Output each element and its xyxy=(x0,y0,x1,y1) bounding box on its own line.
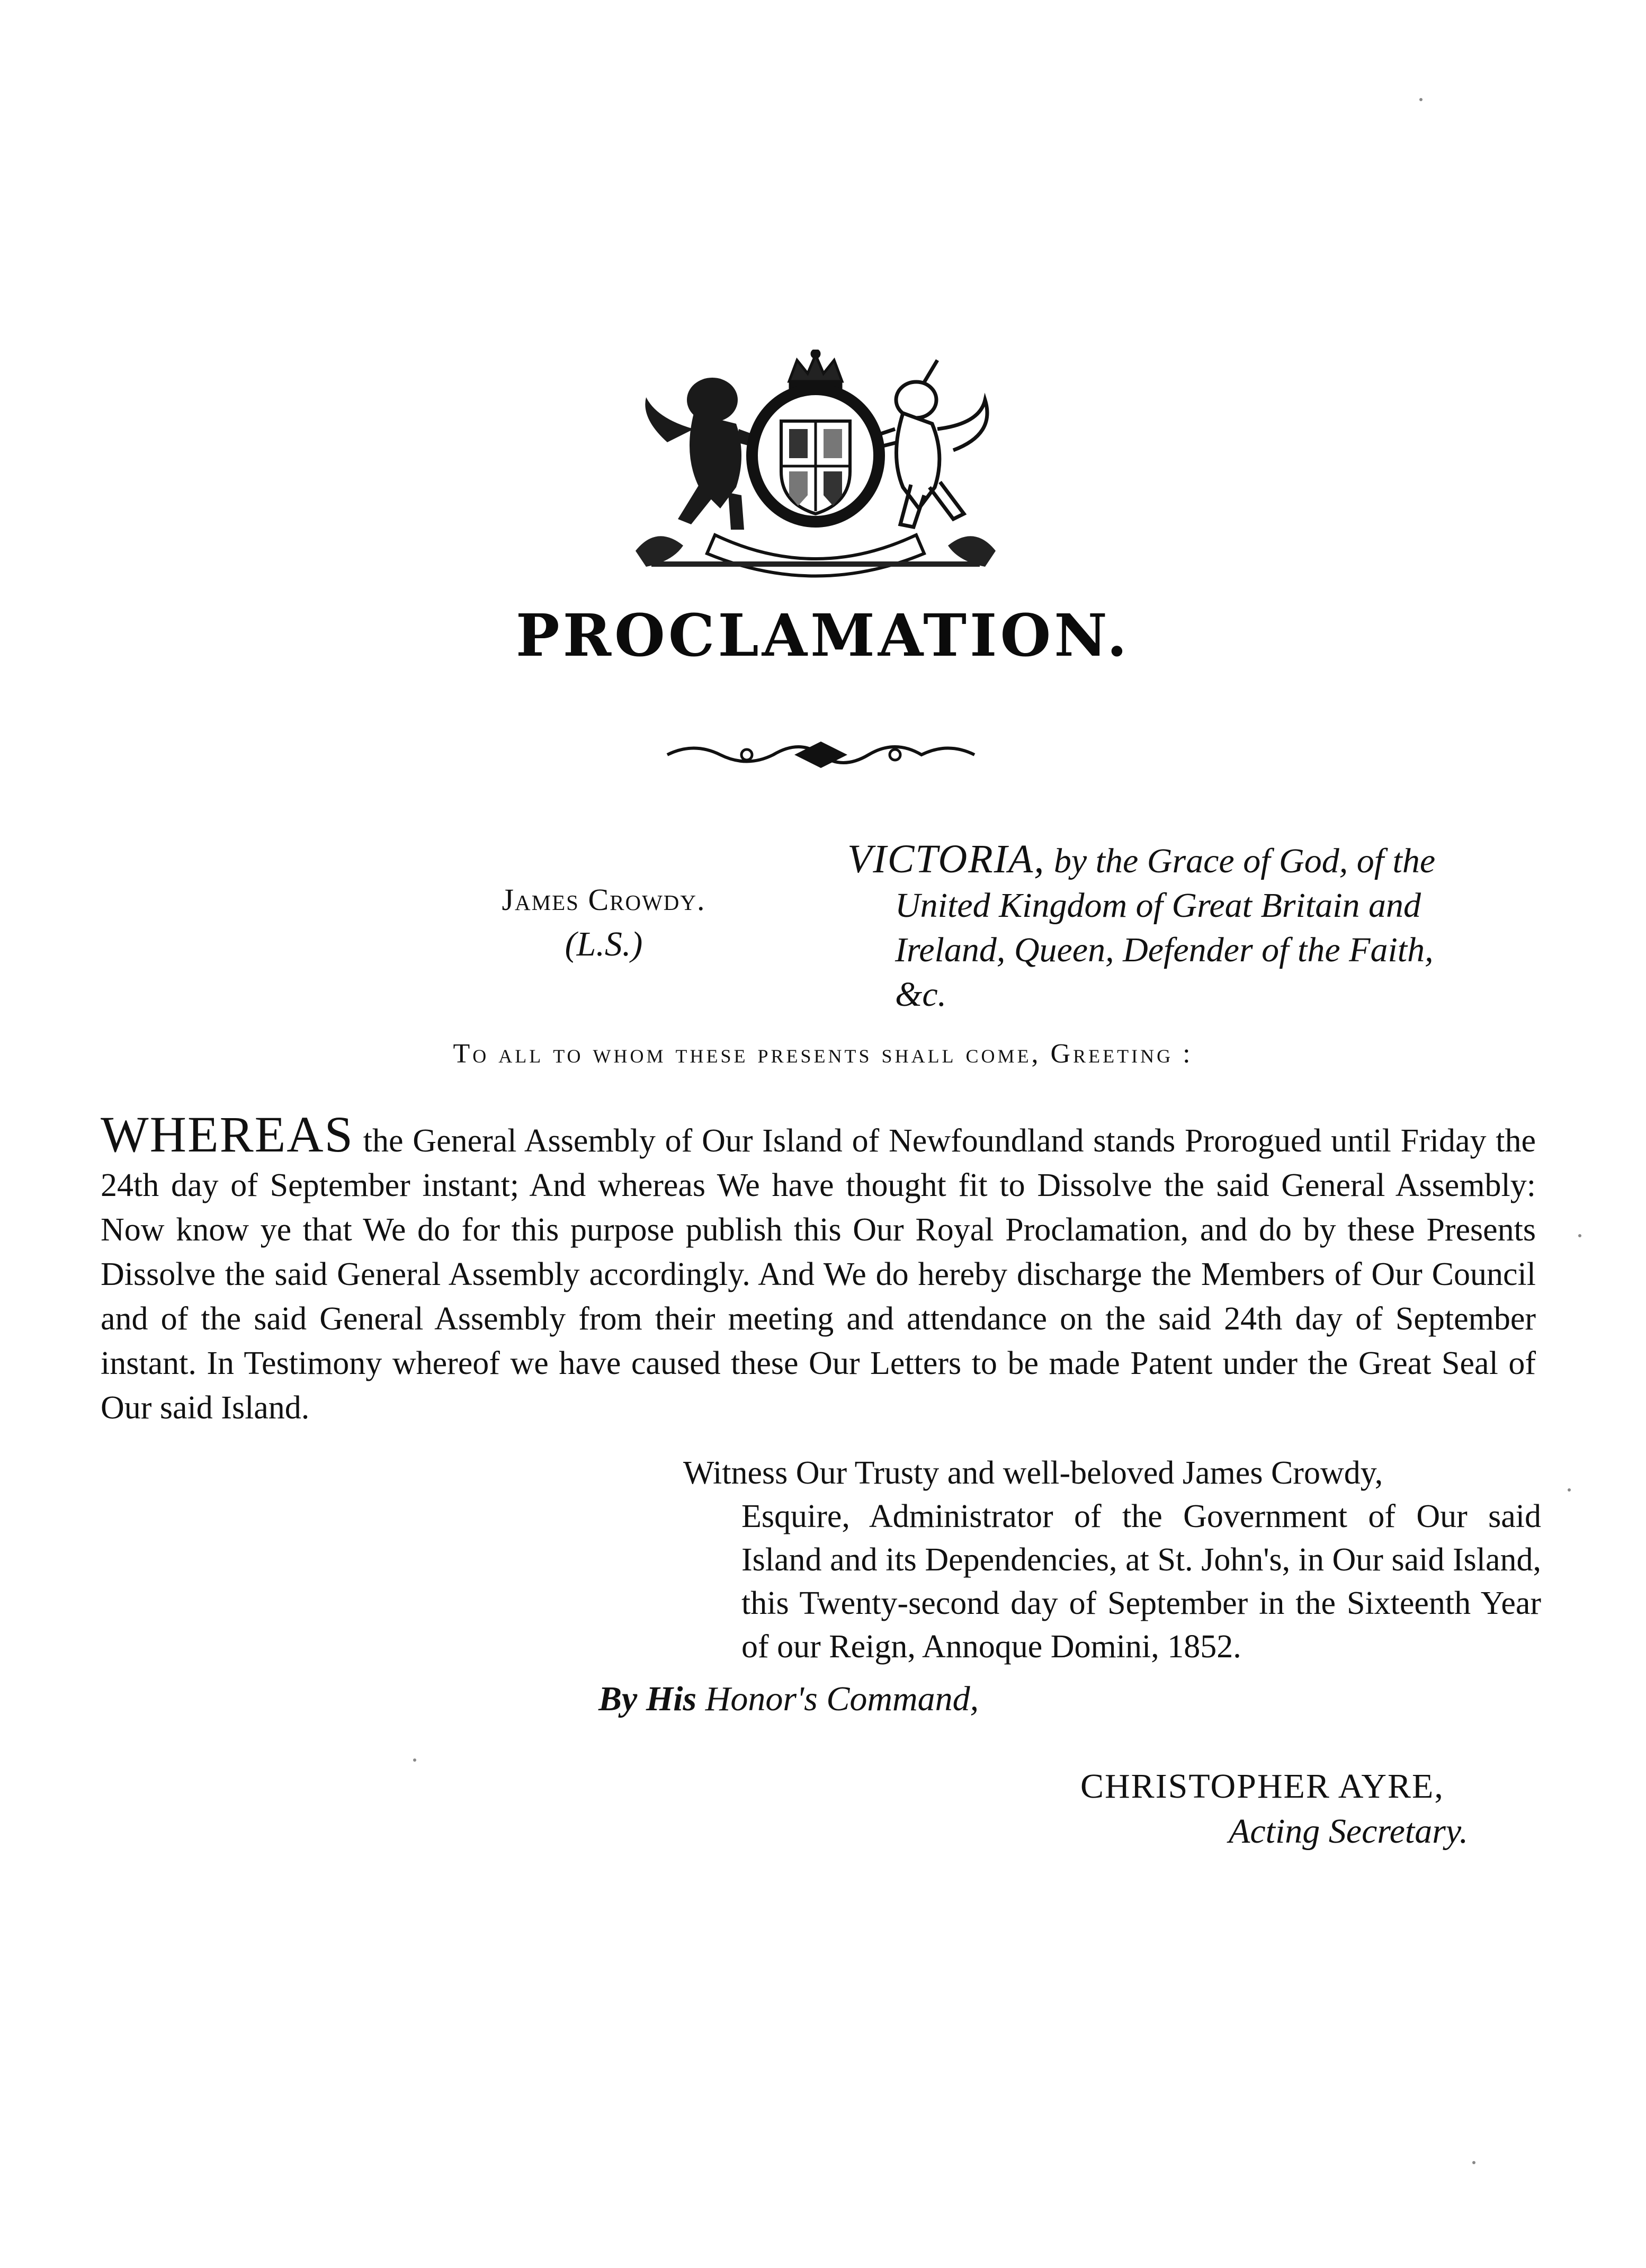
shield-icon xyxy=(752,389,879,522)
royal-style-line-3: Ireland, Queen, Defender of the Faith, xyxy=(895,931,1434,969)
opening-word: WHEREAS xyxy=(101,1106,354,1163)
seal-mark: (L.S.) xyxy=(565,925,643,963)
witness-clause xyxy=(683,1451,1541,1668)
royal-style-line-1 xyxy=(847,837,1436,881)
royal-coat-of-arms xyxy=(614,350,1017,593)
scan-speck xyxy=(1419,98,1423,101)
scan-speck xyxy=(413,1758,416,1762)
document-title: PROCLAMATION. xyxy=(515,601,1131,669)
ornament-divider-icon xyxy=(662,736,980,773)
signatory-name-text: James Crowdy. xyxy=(502,882,706,917)
royal-style xyxy=(847,837,1546,1017)
greeting-line: To all to whom these presents shall come, Greeting : xyxy=(453,1039,1193,1069)
witness-rest: Esquire, Administrator of the Government of Our said Island and its Dependencies, at St. John's, in Our said Island, this Twenty-second day of September in the Sixteenth Year of our Reign, Annoque Domini, 1852. xyxy=(741,1498,1541,1665)
scan-speck xyxy=(1578,1234,1581,1237)
motto-ribbon xyxy=(707,535,924,576)
body-text: the General Assembly of Our Island of Newfoundland stands Prorogued until Friday the 24th day of September instant; And whereas We have thought fit to Dissolve the said General Assembly: Now know ye that We do for this purpose publish this Our Royal Proclamation, and do by these Presents Dissolve the said General Assembly accordingly. And We do hereby discharge the Members of Our Council and of the said General Assembly from their meeting and attendance on the said 24th day of September instant. In Testimony whereof we have caused these Our Letters to be made Patent under the Great Seal of Our said Island. xyxy=(101,1123,1536,1426)
royal-style-line-2: United Kingdom of Great Britain and xyxy=(895,886,1421,925)
scan-speck xyxy=(1472,2161,1475,2164)
command-by: By His xyxy=(598,1680,697,1718)
proclamation-body xyxy=(101,1106,1536,1430)
foliage-icon xyxy=(636,536,996,567)
witness-first-line: Witness Our Trusty and well-beloved James Crowdy, xyxy=(683,1455,1383,1491)
command-line xyxy=(598,1679,979,1719)
scan-speck xyxy=(1568,1488,1571,1492)
signatory-name xyxy=(466,882,741,917)
sovereign-name: VICTORIA, xyxy=(847,837,1045,881)
command-rest: Honor's Command, xyxy=(705,1680,979,1718)
royal-style-line-1-rest: by the Grace of God, of the xyxy=(1053,842,1436,880)
royal-style-line-4: &c. xyxy=(895,975,947,1014)
secretary-title: Acting Secretary. xyxy=(1229,1812,1469,1851)
secretary-name: CHRISTOPHER AYRE, xyxy=(1080,1767,1444,1806)
